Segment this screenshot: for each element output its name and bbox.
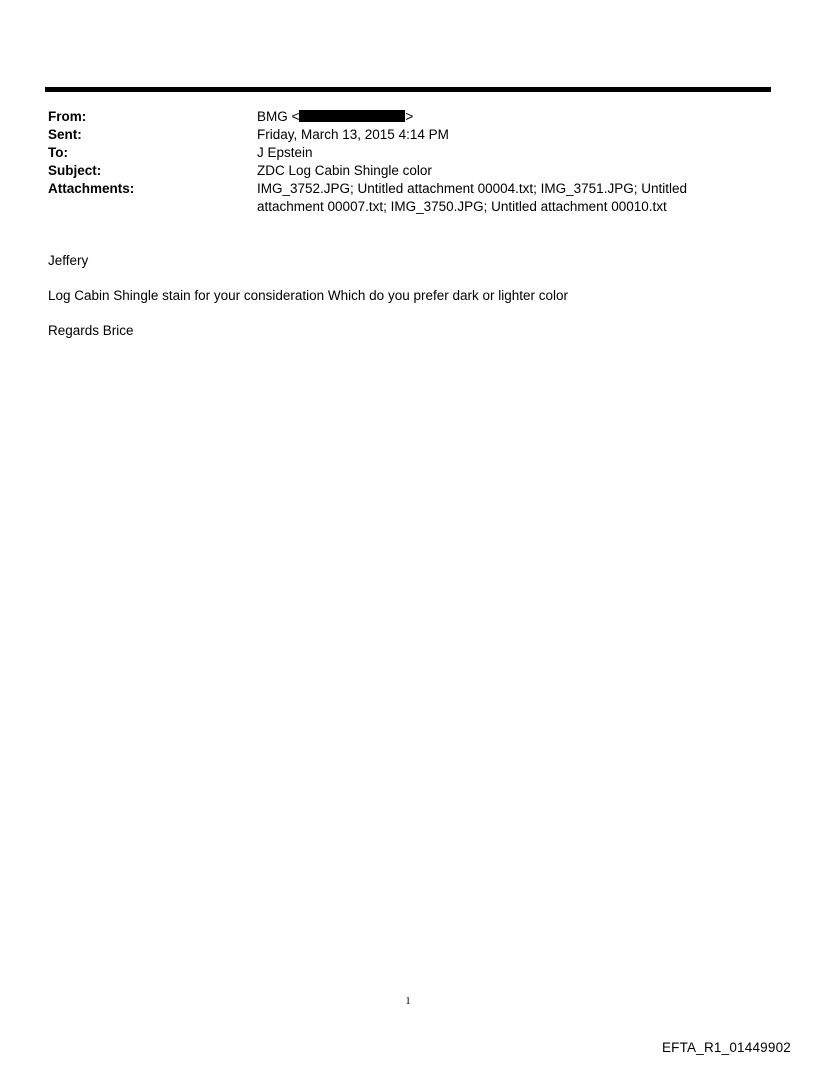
subject-row bbox=[48, 162, 768, 180]
from-row bbox=[48, 108, 768, 126]
from-value bbox=[257, 108, 757, 126]
page-number: 1 bbox=[405, 995, 411, 1007]
to-value: J Epstein bbox=[257, 145, 313, 160]
from-sender-name: BMG < bbox=[257, 109, 300, 124]
sent-value: Friday, March 13, 2015 4:14 PM bbox=[257, 127, 449, 142]
attachments-value: IMG_3752.JPG; Untitled attachment 00004.txt; IMG_3751.JPG; Untitled attachment 00007.txt; IMG_3750.JPG; Untitled attachment 00010.txt bbox=[257, 181, 687, 214]
header-divider-rule bbox=[45, 87, 771, 92]
from-label: From: bbox=[48, 109, 87, 124]
greeting: Jeffery bbox=[48, 253, 89, 268]
to-label: To: bbox=[48, 145, 68, 160]
signoff: Regards Brice bbox=[48, 323, 134, 338]
email-header-block bbox=[48, 108, 768, 216]
to-row bbox=[48, 144, 768, 162]
attachments-row bbox=[48, 180, 768, 216]
sent-row bbox=[48, 126, 768, 144]
subject-label: Subject: bbox=[48, 163, 102, 178]
document-id: EFTA_R1_01449902 bbox=[661, 1040, 791, 1055]
sent-label: Sent: bbox=[48, 127, 82, 142]
message-text: Log Cabin Shingle stain for your consideration Which do you prefer dark or lighter color bbox=[48, 288, 569, 303]
subject-value: ZDC Log Cabin Shingle color bbox=[257, 163, 432, 178]
email-body bbox=[48, 252, 768, 357]
redaction-box bbox=[299, 110, 405, 122]
from-suffix: > bbox=[405, 109, 414, 124]
attachments-label: Attachments: bbox=[48, 181, 135, 196]
